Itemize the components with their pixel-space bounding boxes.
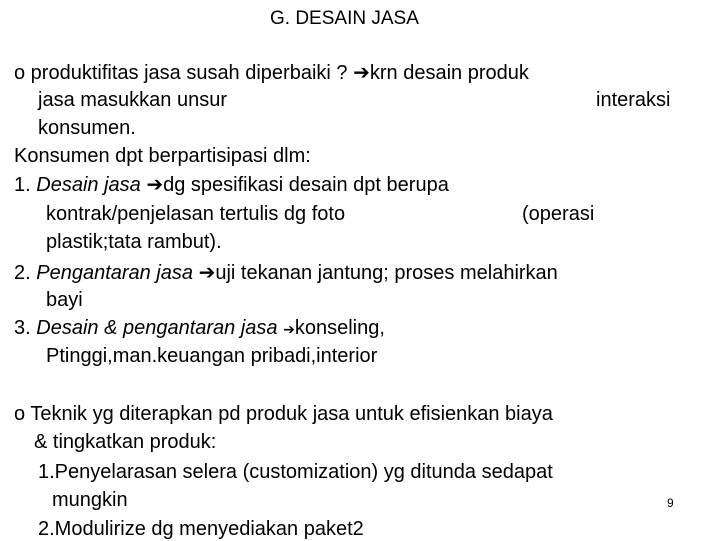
text-line-9: bayi [46,289,83,311]
text-line-1 [14,60,529,85]
right-arrow-icon: ➔ [198,260,216,284]
right-arrow-icon: ➔ [283,322,295,338]
list-number: 2. [14,262,37,284]
italic-term: Pengantaran jasa [36,262,199,284]
text-segment: o produktifitas jasa susah diperbaiki ? [14,62,354,84]
text-segment: uji tekanan jantung; proses melahirkan [215,262,558,284]
text-line-13: & tingkatkan produk: [34,431,217,453]
list-number: 1. [14,174,37,196]
list-item-2 [14,260,558,285]
text-line-15: mungkin [52,489,128,511]
text-line-3: konsumen. [38,117,136,139]
text-line-11: Ptinggi,man.keuangan pribadi,interior [46,345,378,367]
text-line-12: o Teknik yg diterapkan pd produk jasa untuk efisienkan biaya [14,403,553,425]
list-number: 3. [14,317,37,339]
slide-title: G. DESAIN JASA [270,8,419,29]
right-arrow-icon: ➔ [353,60,370,84]
text-line-6b: (operasi [522,203,595,225]
page-number: 9 [667,496,674,510]
italic-term: Desain jasa [36,174,147,196]
text-segment: konseling, [294,317,385,339]
text-line-4: Konsumen dpt berpartisipasi dlm: [14,145,311,167]
text-line-14: 1.Penyelarasan selera (customization) yg ditunda sedapat [38,461,553,483]
text-line-6a: kontrak/penjelasan tertulis dg foto [46,203,346,225]
list-item-3 [14,316,385,342]
text-segment: krn desain produk [369,62,529,84]
text-line-7: plastik;tata rambut). [46,231,222,253]
text-segment: dg spesifikasi desain dpt berupa [163,174,449,196]
text-line-16: 2.Modulirize dg menyediakan paket2 [38,518,364,540]
right-arrow-icon: ➔ [146,172,164,196]
list-item-1 [14,172,449,197]
italic-term: Desain & pengantaran jasa [36,317,284,339]
text-line-2b: interaksi [596,89,671,111]
text-line-2a: jasa masukkan unsur [38,89,227,111]
